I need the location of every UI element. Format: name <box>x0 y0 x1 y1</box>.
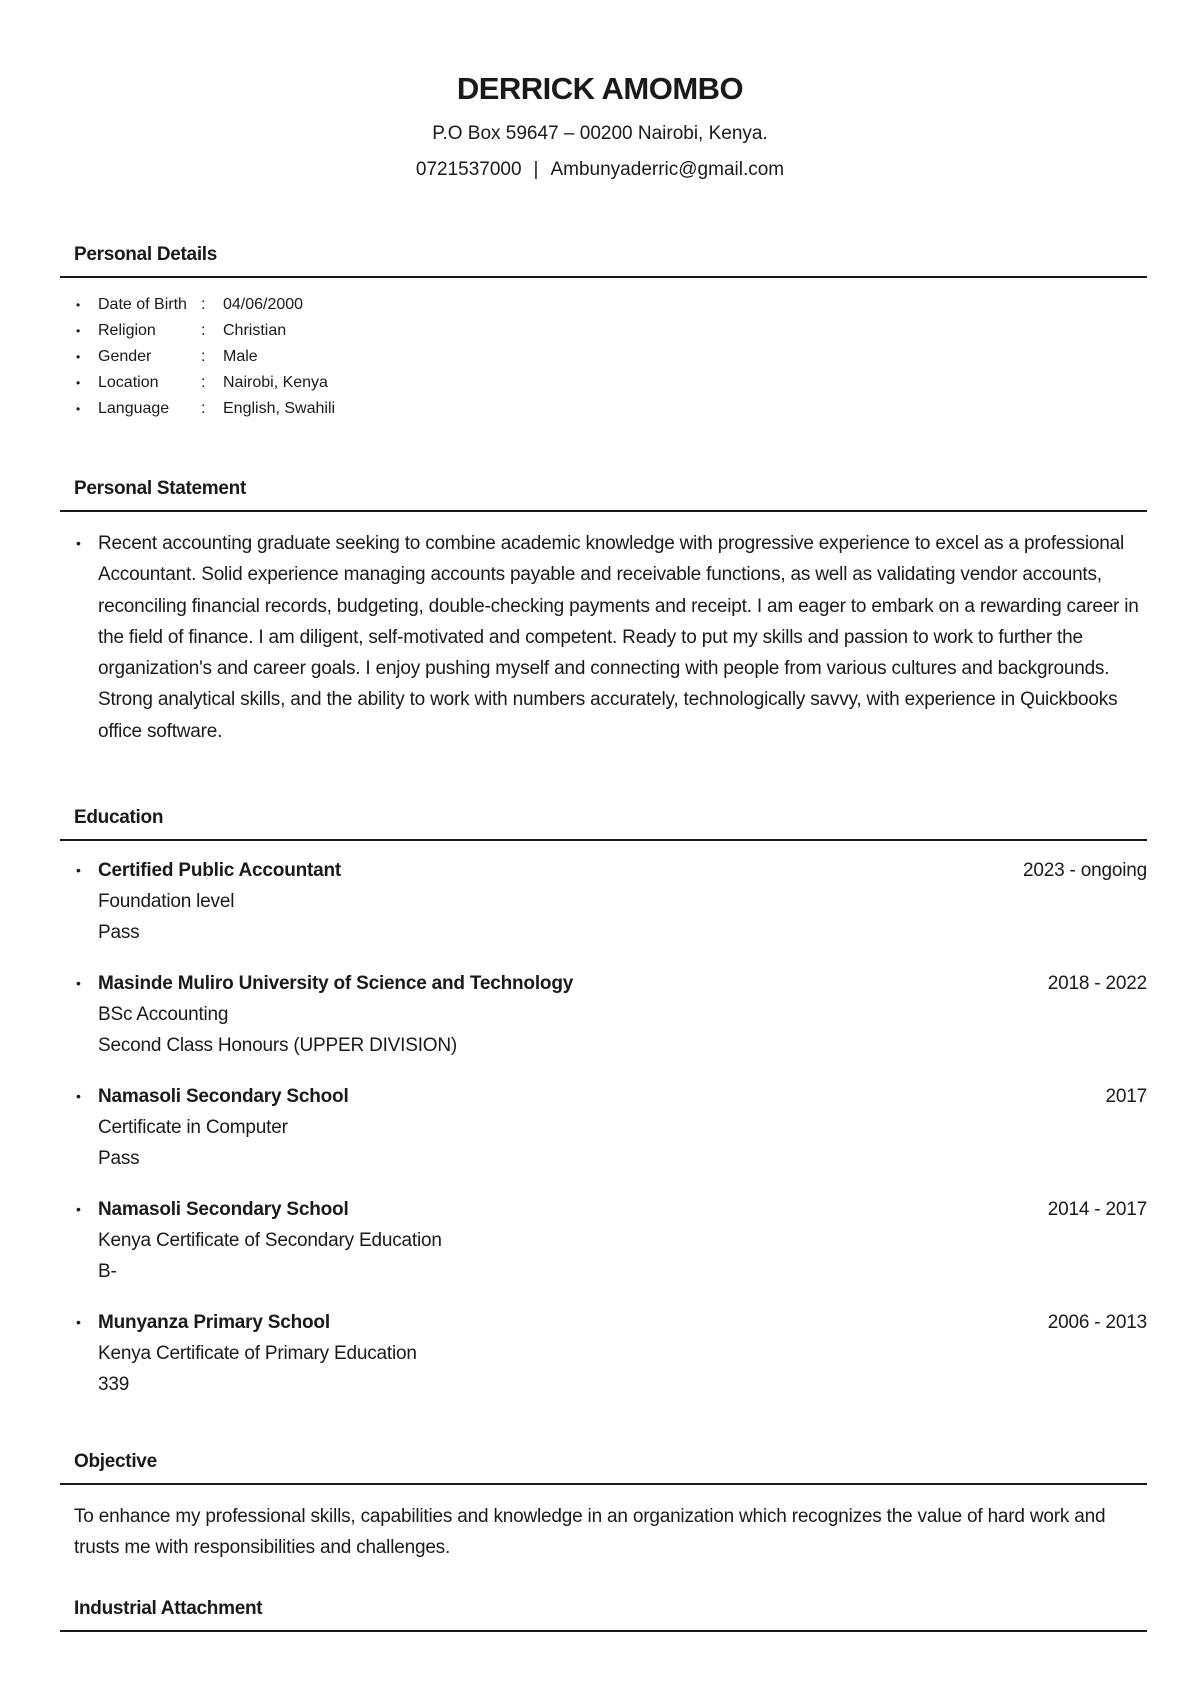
detail-colon: : <box>201 348 206 365</box>
education-institution: • Masinde Muliro University of Science and Technology <box>98 973 574 994</box>
personal-details-list <box>60 278 1147 422</box>
personal-statement-text: • Recent accounting graduate seeking to combine academic knowledge with progressive experience to excel as a professional Accountant. Solid experience managing accounts payable and receivable functions, as well as validating vendor accounts, reconciling financial records, budgeting, double-checking payments and receipt. I am eager to embark on a rewarding career in the field of finance. I am diligent, self-motivated and competent. Ready to put my skills and passion to work to further the organization's and career goals. I enjoy pushing myself and connecting with people from various cultures and backgrounds. Strong analytical skills, and the ability to work with numbers accurately, technologically savvy, with experience in Quickbooks office software. <box>60 528 1147 747</box>
section-divider <box>60 1630 1147 1632</box>
education-qualification: Kenya Certificate of Primary Education <box>98 1343 417 1364</box>
detail-label: • Date of Birth <box>98 296 187 313</box>
detail-value: Nairobi, Kenya <box>223 374 328 391</box>
section-title-objective: Objective <box>74 1451 157 1472</box>
education-section <box>60 801 1147 1420</box>
detail-colon: : <box>201 296 206 313</box>
section-header <box>60 1592 1147 1632</box>
education-qualification: Foundation level <box>98 891 235 912</box>
education-entry <box>60 1081 1147 1174</box>
section-title-personal-statement: Personal Statement <box>74 478 246 499</box>
postal-address: P.O Box 59647 – 00200 Nairobi, Kenya. <box>432 123 768 144</box>
section-divider <box>60 839 1147 841</box>
education-result: Second Class Honours (UPPER DIVISION) <box>98 1035 457 1056</box>
personal-statement-section <box>60 472 1147 747</box>
cv-header <box>0 0 1200 182</box>
detail-value: Male <box>223 348 258 365</box>
detail-label: • Language <box>98 400 170 417</box>
detail-label: • Location <box>98 374 159 391</box>
education-years: 2023 - ongoing <box>1023 860 1147 881</box>
section-divider <box>60 276 1147 278</box>
education-institution: • Munyanza Primary School <box>98 1312 330 1333</box>
education-entry <box>60 1307 1147 1400</box>
contact-separator: | <box>533 159 539 180</box>
education-entry <box>60 1194 1147 1287</box>
detail-label: • Religion <box>98 322 156 339</box>
education-result: Pass <box>98 922 140 943</box>
education-result: 339 <box>98 1374 130 1395</box>
education-result: Pass <box>98 1148 140 1169</box>
objective-text: To enhance my professional skills, capabilities and knowledge in an organization which recognizes the value of hard work and trusts me with responsibilities and challenges. <box>74 1506 1106 1558</box>
contact-line <box>0 158 1200 182</box>
section-divider <box>60 510 1147 512</box>
detail-value: Christian <box>223 322 287 339</box>
detail-label: • Gender <box>98 348 152 365</box>
detail-row-language <box>98 396 1147 422</box>
detail-colon: : <box>201 322 206 339</box>
detail-row-religion <box>98 318 1147 344</box>
detail-value: English, Swahili <box>223 400 336 417</box>
section-header <box>60 238 1147 278</box>
phone-number: 0721537000 <box>415 159 522 180</box>
section-title-industrial-attachment: Industrial Attachment <box>74 1598 263 1619</box>
objective-section <box>60 1445 1147 1563</box>
detail-row-dob <box>98 292 1147 318</box>
section-header <box>60 801 1147 841</box>
education-institution: • Namasoli Secondary School <box>98 1086 349 1107</box>
detail-row-gender <box>98 344 1147 370</box>
email-address: Ambunyaderric@gmail.com <box>550 159 785 180</box>
detail-colon: : <box>201 400 206 417</box>
section-divider <box>60 1483 1147 1485</box>
detail-value: 04/06/2000 <box>223 296 304 313</box>
detail-colon: : <box>201 374 206 391</box>
education-qualification: Kenya Certificate of Secondary Education <box>98 1230 442 1251</box>
section-title-education: Education <box>74 807 164 828</box>
education-list <box>60 855 1147 1400</box>
section-title-personal-details: Personal Details <box>74 244 218 265</box>
education-institution: • Namasoli Secondary School <box>98 1199 349 1220</box>
industrial-attachment-section <box>60 1592 1147 1632</box>
education-entry <box>60 968 1147 1061</box>
education-qualification: Certificate in Computer <box>98 1117 288 1138</box>
education-years: 2017 <box>1105 1086 1147 1107</box>
education-institution: • Certified Public Accountant <box>98 860 342 881</box>
education-years: 2014 - 2017 <box>1047 1199 1147 1220</box>
section-header <box>60 1445 1147 1485</box>
education-years: 2018 - 2022 <box>1047 973 1147 994</box>
education-years: 2006 - 2013 <box>1047 1312 1147 1333</box>
candidate-name: DERRICK AMOMBO <box>456 71 744 106</box>
detail-row-location <box>98 370 1147 396</box>
education-result: B- <box>98 1261 117 1282</box>
education-qualification: BSc Accounting <box>98 1004 229 1025</box>
section-header <box>60 472 1147 512</box>
education-entry <box>60 855 1147 948</box>
personal-details-section <box>60 238 1147 422</box>
